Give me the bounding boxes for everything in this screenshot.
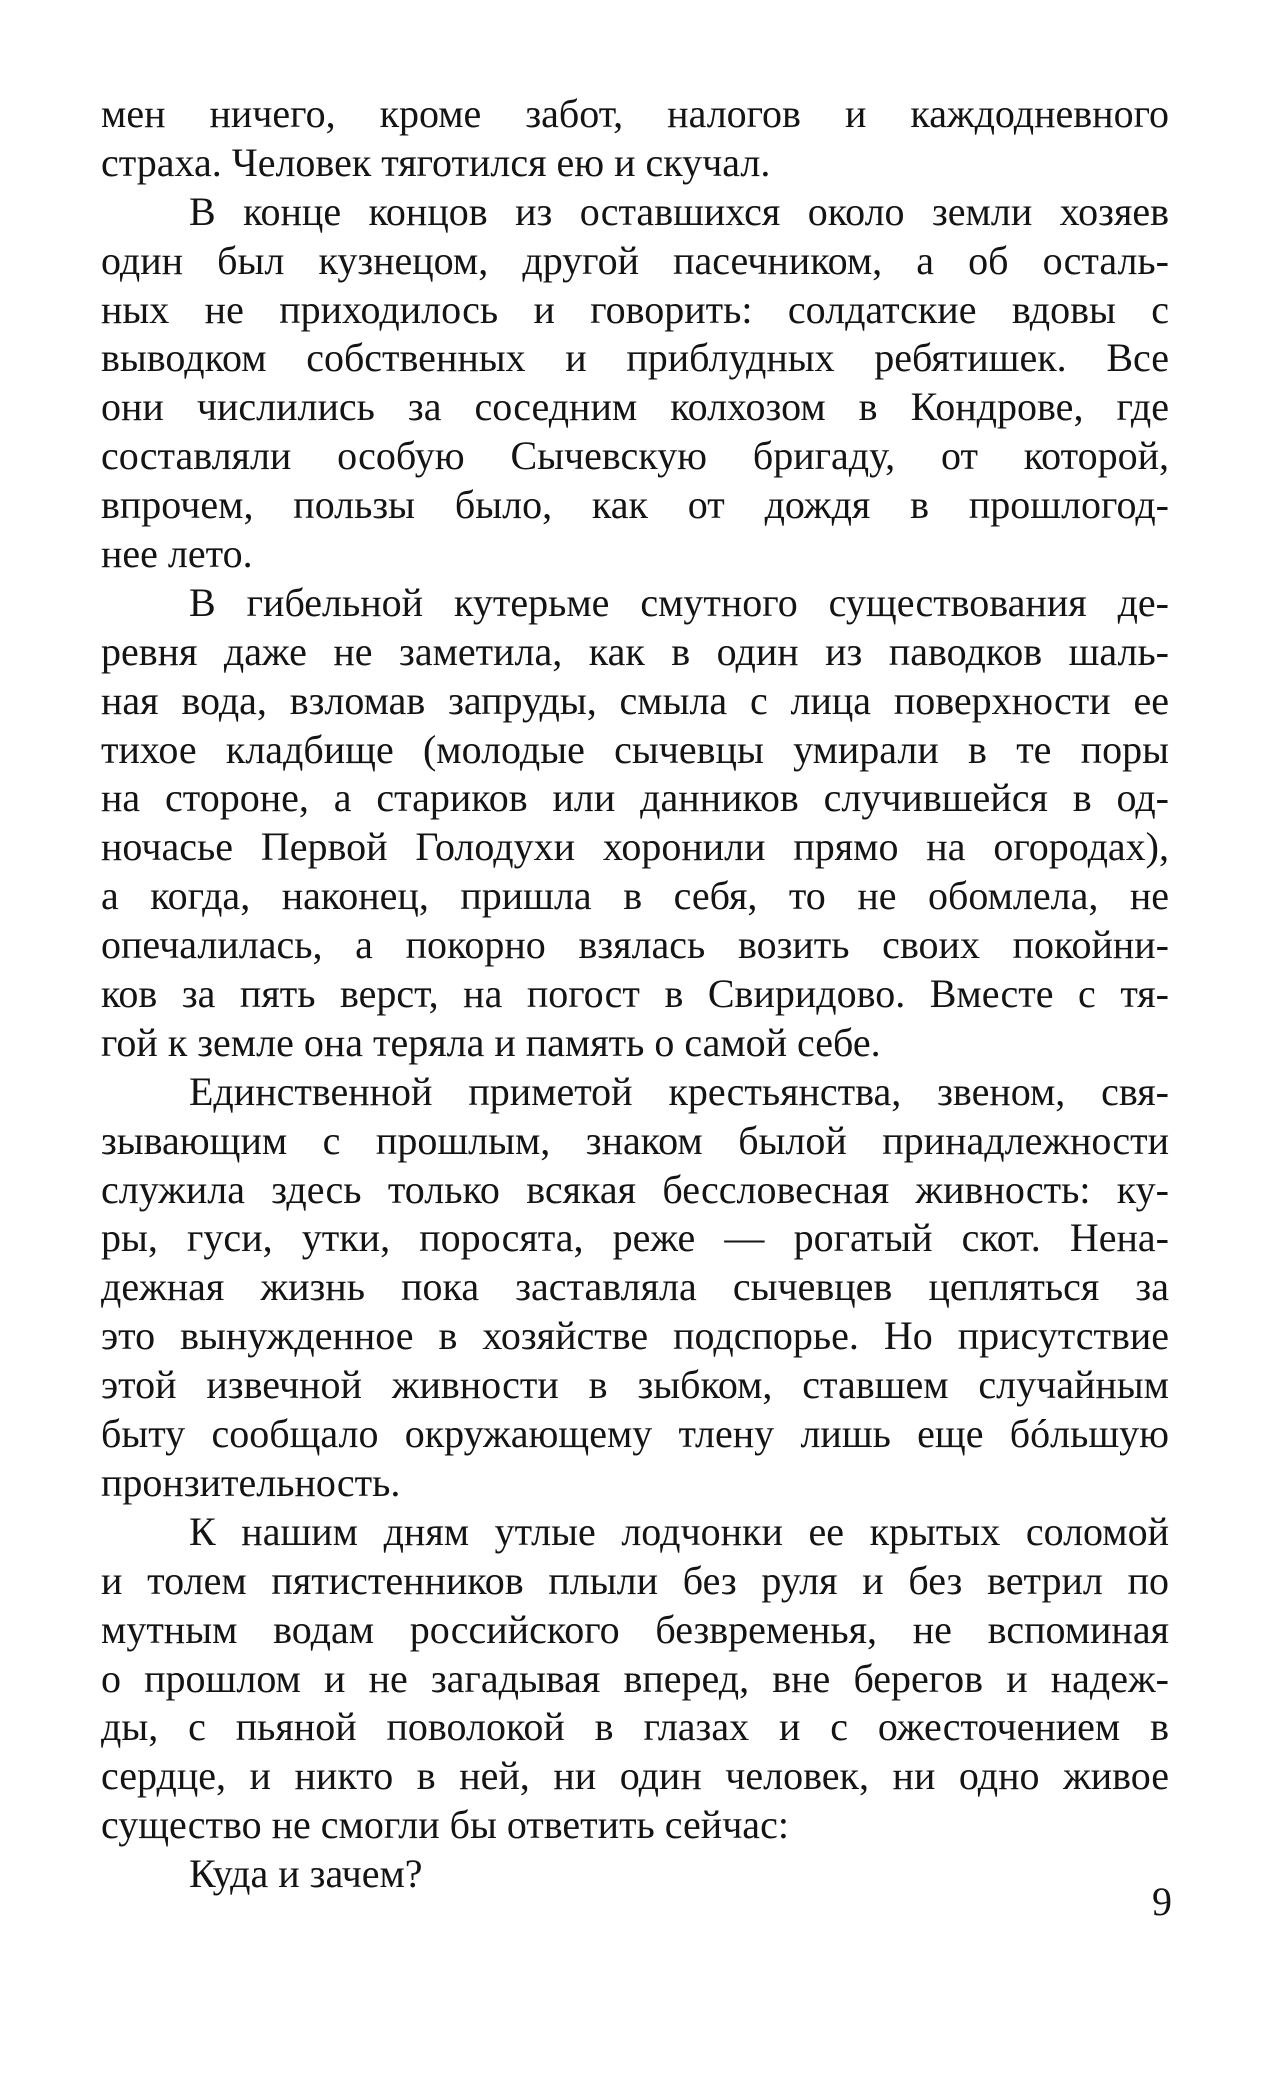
text-line: составляли особую Сычевскую бригаду, от которой, (101, 433, 1169, 479)
text-line: один был кузнецом, другой пасечником, а об осталь- (101, 237, 1169, 283)
paragraph (101, 579, 1169, 1068)
paragraph (101, 188, 1169, 579)
text-line: на стороне, а стариков или данников случившейся в од- (101, 775, 1169, 821)
page-body (101, 90, 1169, 1899)
text-line: тихое кладбище (молодые сычевцы умирали в те поры (101, 726, 1169, 772)
text-line: ночасье Первой Голодухи хоронили прямо на огородах), (101, 824, 1169, 870)
paragraph (101, 90, 1169, 188)
text-line: дежная жизнь пока заставляла сычевцев цепляться за (101, 1264, 1169, 1310)
text-line: мутным водам российского безвременья, не вспоминая (101, 1606, 1169, 1652)
text-line: Единственной приметой крестьянства, звеном, свя- (189, 1068, 1169, 1114)
text-line: гой к земле она теряла и память о самой себе. (101, 1019, 881, 1065)
text-line: служила здесь только всякая бессловесная живность: ку- (101, 1166, 1169, 1212)
text-line: пронзительность. (101, 1459, 401, 1505)
page-number: 9 (1152, 1879, 1172, 1924)
text-line: страха. Человек тяготился ею и скучал. (101, 139, 771, 185)
text-line: ков за пять верст, на погост в Свиридово. Вместе с тя- (101, 971, 1169, 1017)
text-line: впрочем, пользы было, как от дождя в прошлогод- (101, 482, 1169, 528)
text-line: нее лето. (101, 531, 253, 577)
text-line: В конце концов из оставшихся около земли хозяев (189, 188, 1169, 234)
paragraph (101, 1850, 1169, 1899)
text-line: ры, гуси, утки, поросята, реже — рогатый скот. Нена- (101, 1215, 1169, 1261)
text-line: о прошлом и не загадывая вперед, вне берегов и надеж- (101, 1655, 1169, 1701)
text-line: они числились за соседним колхозом в Кондрове, где (101, 384, 1169, 430)
text-line: К нашим дням утлые лодчонки ее крытых соломой (189, 1508, 1169, 1554)
text-line: и толем пятистенников плыли без руля и без ветрил по (101, 1557, 1169, 1603)
text-line: выводком собственных и приблудных ребятишек. Все (101, 335, 1169, 381)
text-line: В гибельной кутерьме смутного существования де- (189, 579, 1169, 625)
text-line: этой извечной живности в зыбком, ставшем случайным (101, 1362, 1169, 1408)
text-line: быту сообщало окружающему тлену лишь еще бóльшую (101, 1411, 1169, 1457)
text-line: ных не приходилось и говорить: солдатские вдовы с (101, 286, 1169, 332)
text-line: опечалилась, а покорно взялась возить своих покойни- (101, 922, 1169, 968)
text-line: ная вода, взломав запруды, смыла с лица поверхности ее (101, 677, 1169, 723)
text-line: зывающим с прошлым, знаком былой принадлежности (101, 1117, 1169, 1163)
text-line: Куда и зачем? (189, 1851, 423, 1897)
text-line: это вынужденное в хозяйстве подспорье. Но присутствие (101, 1313, 1169, 1359)
paragraph (101, 1508, 1169, 1850)
text-line: ревня даже не заметила, как в один из паводков шаль- (101, 628, 1169, 674)
paragraph (101, 1068, 1169, 1508)
text-line: существо не смогли бы ответить сейчас: (101, 1802, 789, 1848)
text-line: мен ничего, кроме забот, налогов и каждодневного (101, 91, 1169, 136)
text-line: сердце, и никто в ней, ни один человек, ни одно живое (101, 1753, 1169, 1799)
text-line: ды, с пьяной поволокой в глазах и с ожесточением в (101, 1704, 1169, 1750)
text-line: а когда, наконец, пришла в себя, то не обомлела, не (101, 873, 1169, 919)
